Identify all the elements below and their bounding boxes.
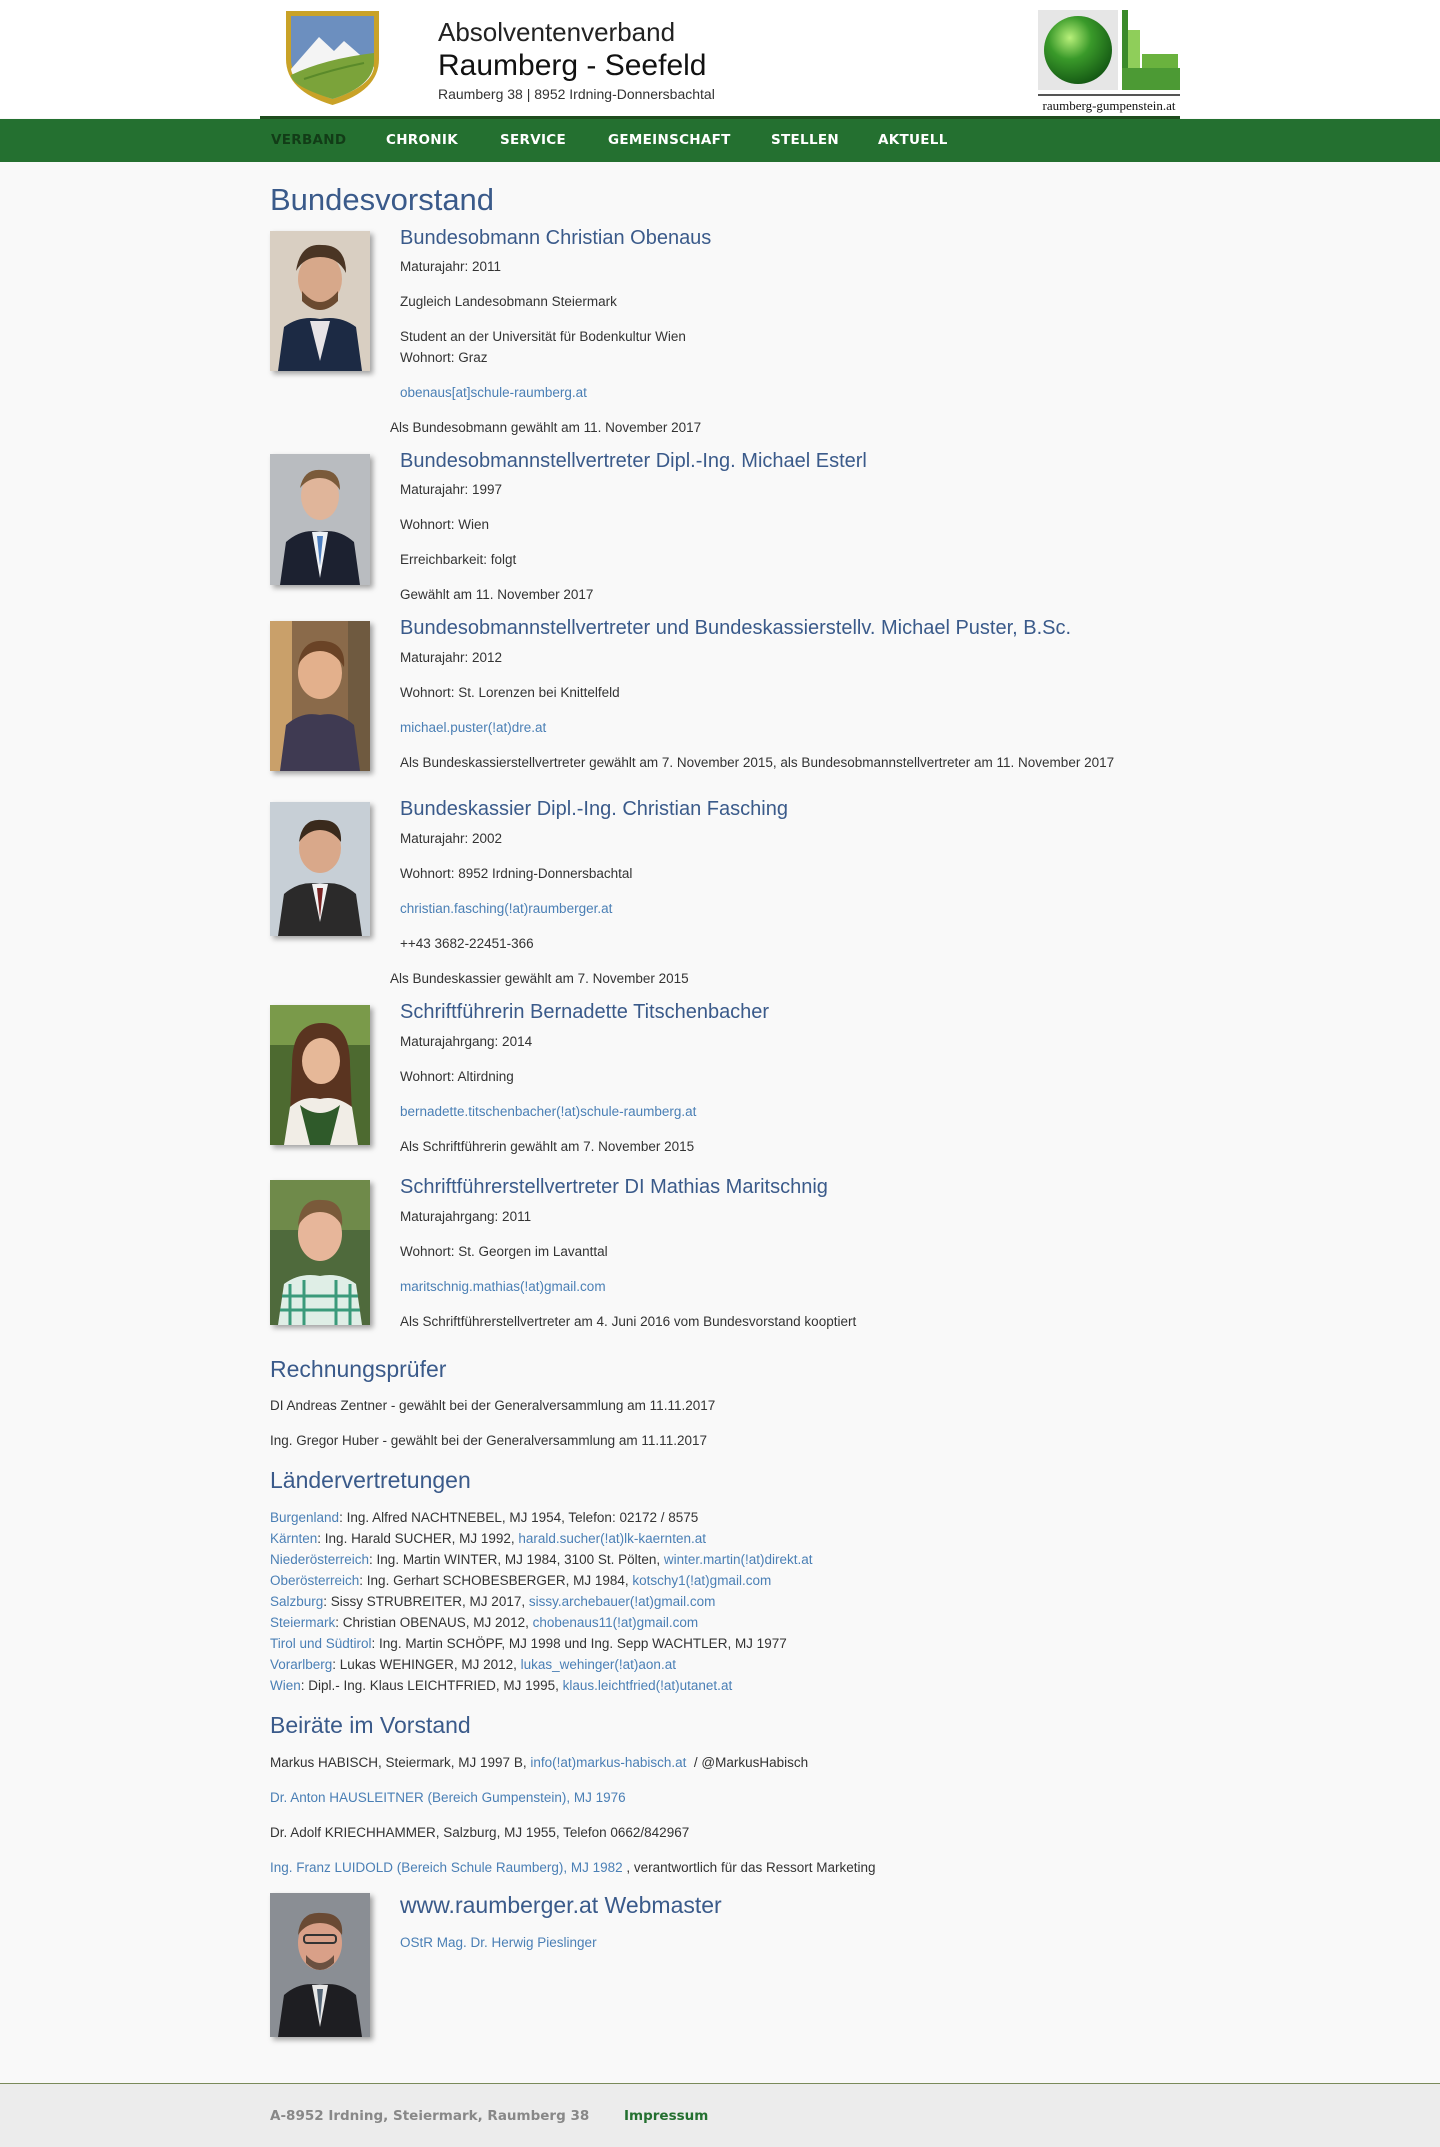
member-photo-fasching — [270, 802, 370, 936]
member-detail: Wohnort: 8952 Irdning-Donnersbachtal — [400, 866, 633, 881]
svg-text:raumberg-gumpenstein.at: raumberg-gumpenstein.at — [1042, 98, 1176, 113]
webmaster-name-link[interactable]: OStR Mag. Dr. Herwig Pieslinger — [400, 1935, 597, 1950]
member-election-note: Als Bundesobmann gewählt am 11. November 2017 — [390, 420, 702, 435]
nav-aktuell[interactable]: AKTUELL — [878, 132, 948, 148]
region-link[interactable]: Kärnten — [270, 1531, 318, 1546]
member-title: Bundesobmannstellvertreter und Bundeskassierstellv. Michael Puster, B.Sc. — [400, 617, 1072, 639]
region-email-link[interactable]: winter.martin(!at)direkt.at — [663, 1552, 813, 1567]
member-photo-titschenbacher — [270, 1005, 370, 1145]
member-photo-maritschnig — [270, 1180, 370, 1325]
region-text: : Ing. Martin WINTER, MJ 1984, 3100 St. Pölten, — [369, 1552, 664, 1567]
advisor-handle: / @MarkusHabisch — [686, 1755, 809, 1770]
advisor-row — [270, 1755, 808, 1770]
section-title-rechnungspruefer: Rechnungsprüfer — [270, 1356, 447, 1382]
region-link[interactable]: Burgenland — [270, 1510, 340, 1525]
member-election-note: Gewählt am 11. November 2017 — [400, 587, 594, 602]
nav-service[interactable]: SERVICE — [500, 132, 567, 148]
region-row — [270, 1594, 715, 1609]
member-detail: Maturajahr: 2011 — [400, 259, 502, 274]
region-row — [270, 1636, 787, 1651]
advisor-row: Dr. Adolf KRIECHHAMMER, Salzburg, MJ 1955, Telefon 0662/842967 — [270, 1825, 690, 1840]
member-photo-puster — [270, 621, 370, 771]
region-text: : Ing. Harald SUCHER, MJ 1992, — [317, 1531, 519, 1546]
section-title-beiraete: Beiräte im Vorstand — [270, 1712, 471, 1738]
member-title: Bundeskassier Dipl.-Ing. Christian Fasching — [400, 798, 788, 820]
region-link[interactable]: Salzburg — [270, 1594, 324, 1609]
region-row — [270, 1510, 698, 1525]
region-email-link[interactable]: klaus.leichtfried(!at)utanet.at — [562, 1678, 733, 1693]
region-link[interactable]: Steiermark — [270, 1615, 336, 1630]
advisor-row — [270, 1860, 876, 1875]
main-navigation — [0, 119, 1440, 162]
member-detail: Zugleich Landesobmann Steiermark — [400, 294, 617, 309]
region-text: : Ing. Alfred NACHTNEBEL, MJ 1954, Telefon: 02172 / 8575 — [339, 1510, 699, 1525]
member-title: Bundesobmannstellvertreter Dipl.-Ing. Michael Esterl — [400, 450, 867, 472]
region-email-link[interactable]: kotschy1(!at)gmail.com — [632, 1573, 772, 1588]
member-election-note: Als Bundeskassier gewählt am 7. November 2015 — [390, 971, 689, 986]
region-text: : Ing. Gerhart SCHOBESBERGER, MJ 1984, — [359, 1573, 633, 1588]
advisor-link-luidold[interactable]: Ing. Franz LUIDOLD (Bereich Schule Raumberg), MJ 1982 — [270, 1860, 623, 1875]
member-photo-esterl — [270, 454, 370, 585]
nav-stellen[interactable]: STELLEN — [771, 132, 839, 148]
partner-logo[interactable] — [1038, 10, 1182, 116]
region-row — [270, 1552, 812, 1567]
member-detail: Maturajahr: 1997 — [400, 482, 503, 497]
section-title-laender: Ländervertretungen — [270, 1467, 471, 1493]
region-row — [270, 1678, 732, 1693]
region-email-link[interactable]: lukas_wehinger(!at)aon.at — [520, 1657, 676, 1672]
region-link[interactable]: Niederösterreich — [270, 1552, 370, 1567]
shield-logo-icon[interactable] — [284, 9, 381, 106]
advisor-email-link[interactable]: info(!at)markus-habisch.at — [530, 1755, 687, 1770]
advisor-link-hausleitner[interactable]: Dr. Anton HAUSLEITNER (Bereich Gumpenstein), MJ 1976 — [270, 1790, 626, 1805]
member-detail: Maturajahrgang: 2014 — [400, 1034, 533, 1049]
region-row — [270, 1657, 676, 1672]
member-detail: Wohnort: St. Lorenzen bei Knittelfeld — [400, 685, 620, 700]
member-detail: Maturajahrgang: 2011 — [400, 1209, 532, 1224]
region-row — [270, 1573, 771, 1588]
region-email-link[interactable]: sissy.archebauer(!at)gmail.com — [528, 1594, 716, 1609]
region-link[interactable]: Wien — [270, 1678, 301, 1693]
nav-chronik[interactable]: CHRONIK — [386, 132, 458, 148]
member-title: Schriftführerin Bernadette Titschenbacher — [400, 1001, 770, 1023]
region-text: : Christian OBENAUS, MJ 2012, — [335, 1615, 533, 1630]
brand-address: Raumberg 38 | 8952 Irdning-Donnersbachtal — [438, 86, 715, 102]
region-link[interactable]: Vorarlberg — [270, 1657, 333, 1672]
member-title: Schriftführerstellvertreter DI Mathias Maritschnig — [400, 1176, 828, 1198]
page-title: Bundesvorstand — [270, 182, 495, 217]
nav-verband[interactable]: VERBAND — [271, 132, 347, 148]
member-election-note: Als Schriftführerin gewählt am 7. November 2015 — [400, 1139, 695, 1154]
member-photo-obenaus — [270, 231, 370, 371]
member-email-link[interactable]: obenaus[at]schule-raumberg.at — [400, 385, 587, 400]
member-email-link[interactable]: michael.puster(!at)dre.at — [400, 720, 547, 735]
member-detail: Maturajahr: 2002 — [400, 831, 503, 846]
nav-gemeinschaft[interactable]: GEMEINSCHAFT — [608, 132, 731, 148]
region-email-link[interactable]: chobenaus11(!at)gmail.com — [532, 1615, 699, 1630]
webmaster-photo — [270, 1893, 370, 2037]
brand-block[interactable] — [438, 16, 715, 102]
impressum-link[interactable]: Impressum — [624, 2108, 709, 2124]
region-text: : Ing. Martin SCHÖPF, MJ 1998 und Ing. Sepp WACHTLER, MJ 1977 — [371, 1636, 787, 1651]
member-election-note: Als Schriftführerstellvertreter am 4. Juni 2016 vom Bundesvorstand kooptiert — [400, 1314, 857, 1329]
member-detail: Wohnort: Altirdning — [400, 1069, 514, 1084]
green-sphere-icon — [1038, 10, 1182, 116]
member-election-note: Als Bundeskassierstellvertreter gewählt am 7. November 2015, als Bundesobmannstellvertreter am 11. November 2017 — [400, 755, 1115, 770]
brand-name-line1: Absolventenverband — [438, 17, 676, 47]
member-detail: Wohnort: St. Georgen im Lavanttal — [400, 1244, 608, 1259]
advisor-text: Markus HABISCH, Steiermark, MJ 1997 B, — [270, 1755, 531, 1770]
footer-address: A-8952 Irdning, Steiermark, Raumberg 38 — [270, 2108, 590, 2124]
region-email-link[interactable]: harald.sucher(!at)lk-kaernten.at — [518, 1531, 706, 1546]
member-detail: Erreichbarkeit: folgt — [400, 552, 517, 567]
member-detail: Student an der Universität für Bodenkultur Wien — [400, 329, 686, 344]
member-detail: Wohnort: Graz — [400, 350, 488, 365]
member-detail: Maturajahr: 2012 — [400, 650, 503, 665]
region-text: : Dipl.- Ing. Klaus LEICHTFRIED, MJ 1995, — [300, 1678, 563, 1693]
member-email-link[interactable]: maritschnig.mathias(!at)gmail.com — [400, 1279, 606, 1294]
member-email-link[interactable]: christian.fasching(!at)raumberger.at — [400, 901, 613, 916]
site-header — [0, 0, 1440, 118]
webmaster-title: www.raumberger.at Webmaster — [400, 1892, 722, 1918]
advisor-text: , verantwortlich für das Ressort Marketing — [622, 1860, 876, 1875]
region-link[interactable]: Tirol und Südtirol — [270, 1636, 372, 1651]
region-row — [270, 1615, 698, 1630]
region-text: : Sissy STRUBREITER, MJ 2017, — [323, 1594, 529, 1609]
auditor-line: DI Andreas Zentner - gewählt bei der Generalversammlung am 11.11.2017 — [270, 1398, 716, 1413]
region-row — [270, 1531, 706, 1546]
member-detail: Wohnort: Wien — [400, 517, 490, 532]
region-link[interactable]: Oberösterreich — [270, 1573, 360, 1588]
brand-name-line2: Raumberg - Seefeld — [438, 49, 707, 82]
auditor-line: Ing. Gregor Huber - gewählt bei der Generalversammlung am 11.11.2017 — [270, 1433, 707, 1448]
site-footer — [0, 2083, 1440, 2147]
region-text: : Lukas WEHINGER, MJ 2012, — [332, 1657, 521, 1672]
member-email-link[interactable]: bernadette.titschenbacher(!at)schule-raumberg.at — [400, 1104, 697, 1119]
member-phone: ++43 3682-22451-366 — [400, 936, 534, 951]
member-title: Bundesobmann Christian Obenaus — [400, 227, 712, 249]
